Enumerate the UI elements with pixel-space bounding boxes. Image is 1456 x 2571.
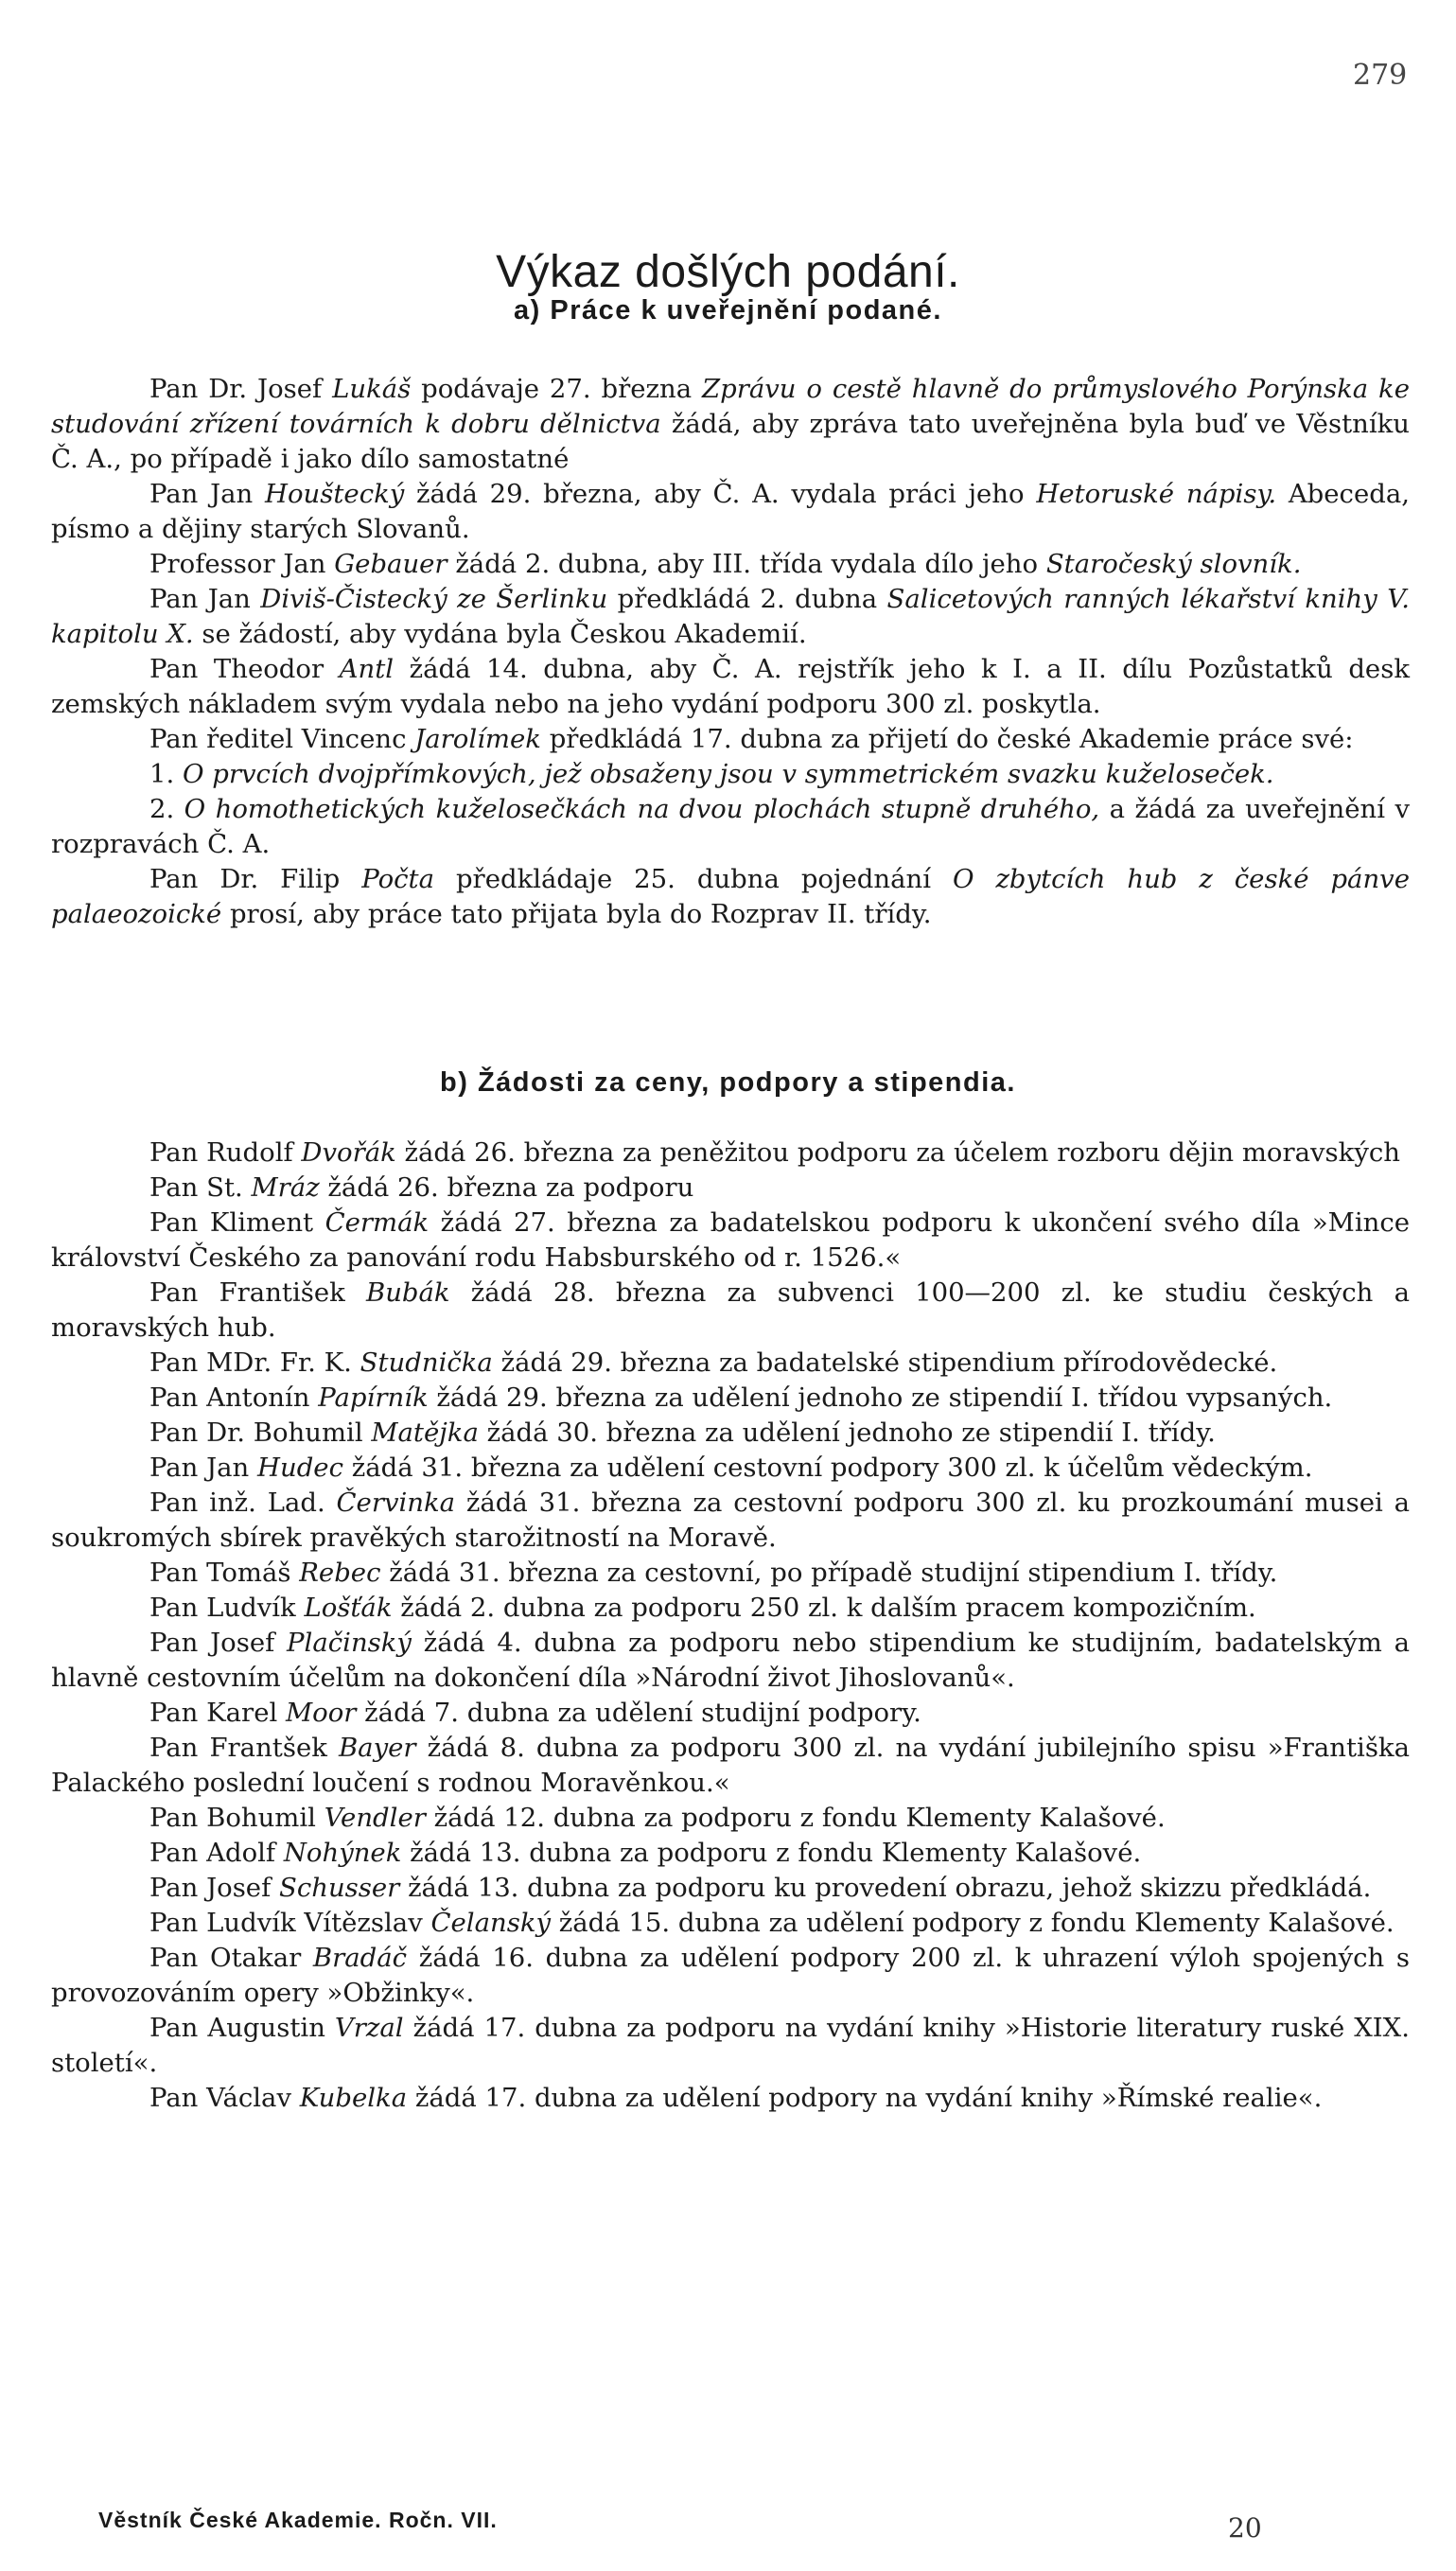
- entry-b-7: Pan Dr. Bohumil Matějka žádá 30. března za udělení jednoho ze stipendií I. třídy.: [149, 1418, 1216, 1448]
- section-b-heading: b) Žádosti za ceny, podpory a stipendia.: [440, 1067, 1016, 1098]
- entry-b-8: Pan Jan Hudec žádá 31. března za udělení cestovní podpory 300 zl. k účelům vědeckým.: [149, 1453, 1313, 1483]
- entry-b-18: Pan Ludvík Vítězslav Čelanský žádá 15. dubna za udělení podpory z fondu Klementy Kalašové.: [149, 1908, 1395, 1938]
- entry-b-14: Pan Frantšek Bayer žádá 8. dubna za podporu 300 zl. na vydání jubilejního spisu »Františka Palackého poslední loučení s rodnou Moravěnkou.«: [51, 1733, 1410, 1798]
- entry-a-2: Pan Jan Houštecký žádá 29. března, aby Č. A. vydala práci jeho Hetoruské nápisy. Abeceda, písmo a dějiny starých Slovanů.: [51, 479, 1410, 544]
- entry-a-4: Pan Jan Diviš-Čistecký ze Šerlinku předkládá 2. dubna Salicetových ranných lékařství knihy V. kapitolu X. se žádostí, aby vydána byla Českou Akademií.: [51, 584, 1410, 649]
- entry-b-1: Pan Rudolf Dvořák žádá 26. března za peněžitou podporu za účelem rozboru dějin moravských: [149, 1137, 1400, 1168]
- entry-b-17: Pan Josef Schusser žádá 13. dubna za podporu ku provedení obrazu, jehož skizzu předkládá.: [149, 1873, 1372, 1903]
- entry-a-7: Pan Dr. Filip Počta předkládaje 25. dubna pojednání O zbytcích hub z české pánve palaeozoické prosí, aby práce tato přijata byla do Rozprav II. třídy.: [51, 864, 1410, 929]
- page-title: Výkaz došlých podání.: [496, 247, 960, 298]
- entry-b-20: Pan Augustin Vrzal žádá 17. dubna za podporu na vydání knihy »Historie literatury ruské XIX. století«.: [51, 2013, 1410, 2078]
- entry-b-13: Pan Karel Moor žádá 7. dubna za udělení studijní podpory.: [149, 1698, 921, 1728]
- entry-a-1: Pan Dr. Josef Lukáš podávaje 27. března Zprávu o cestě hlavně do průmyslového Porýnska ke studování zřízení továrních k dobru dělnictva žádá, aby zpráva tato uveřejněna byla buď ve Věstníku Č. A., po případě i jako dílo samostatné: [51, 374, 1411, 474]
- entry-a-3: Professor Jan Gebauer žádá 2. dubna, aby III. třída vydala dílo jeho Staročeský slovník.: [149, 549, 1302, 579]
- footer-journal: Věstník České Akademie. Ročn. VII.: [98, 2508, 498, 2532]
- list-item-1: 1. O prvcích dvojpřímkových, jež obsaženy jsou v symmetrickém svazku kuželoseček.: [149, 759, 1274, 789]
- entry-b-9: Pan inž. Lad. Červinka žádá 31. března za cestovní podporu 300 zl. ku prozkoumání musei a soukromých sbírek pravěkých starožitností na Moravě.: [51, 1488, 1410, 1553]
- footer-signature: 20: [1228, 2512, 1262, 2544]
- entry-b-19: Pan Otakar Bradáč žádá 16. dubna za udělení podpory 200 zl. k uhrazení výloh spojených s provozováním opery »Obžinky«.: [51, 1943, 1410, 2008]
- section-a-heading: a) Práce k uveřejnění podané.: [514, 295, 942, 326]
- entry-b-5: Pan MDr. Fr. K. Studnička žádá 29. března za badatelské stipendium přírodovědecké.: [149, 1347, 1278, 1378]
- entry-b-10: Pan Tomáš Rebec žádá 31. března za cestovní, po případě studijní stipendium I. třídy.: [149, 1558, 1278, 1588]
- list-item-2: 2. O homothetických kuželosečkách na dvou plochách stupně druhého, a žádá za uveřejnění v rozpravách Č. A.: [51, 794, 1410, 859]
- entry-b-12: Pan Josef Plačinský žádá 4. dubna za podporu nebo stipendium ke studijním, badatelským a hlavně cestovním účelům na dokončení díla »Národní život Jihoslovanů«.: [51, 1628, 1410, 1693]
- entry-b-15: Pan Bohumil Vendler žádá 12. dubna za podporu z fondu Klementy Kalašové.: [149, 1803, 1166, 1833]
- entry-b-16: Pan Adolf Nohýnek žádá 13. dubna za podporu z fondu Klementy Kalašové.: [149, 1838, 1142, 1868]
- entry-a-6: Pan ředitel Vincenc Jarolímek předkládá 17. dubna za přijetí do české Akademie práce své:: [149, 724, 1354, 754]
- entry-b-2: Pan St. Mráz žádá 26. března za podporu: [149, 1172, 694, 1203]
- section-b-body: [51, 1136, 1410, 2116]
- entry-a-5: Pan Theodor Antl žádá 14. dubna, aby Č. A. rejstřík jeho k I. a II. dílu Pozůstatků desk zemských nákladem svým vydala nebo na jeho vydání podporu 300 zl. poskytla.: [51, 654, 1410, 719]
- section-a-body: [51, 372, 1410, 932]
- entry-b-6: Pan Antonín Papírník žádá 29. března za udělení jednoho ze stipendií I. třídou vypsaných.: [149, 1382, 1333, 1413]
- entry-b-4: Pan František Bubák žádá 28. března za subvenci 100—200 zl. ke studiu českých a moravských hub.: [51, 1277, 1410, 1343]
- entry-b-3: Pan Kliment Čermák žádá 27. března za badatelskou podporu k ukončení svého díla »Mince království Českého za panování rodu Habsburského od r. 1526.«: [51, 1207, 1411, 1273]
- page-number: 279: [1353, 59, 1408, 92]
- entry-b-11: Pan Ludvík Lošťák žádá 2. dubna za podporu 250 zl. k dalším pracem kompozičním.: [149, 1593, 1256, 1623]
- entry-b-21: Pan Václav Kubelka žádá 17. dubna za udělení podpory na vydání knihy »Římské realie«.: [149, 2083, 1323, 2113]
